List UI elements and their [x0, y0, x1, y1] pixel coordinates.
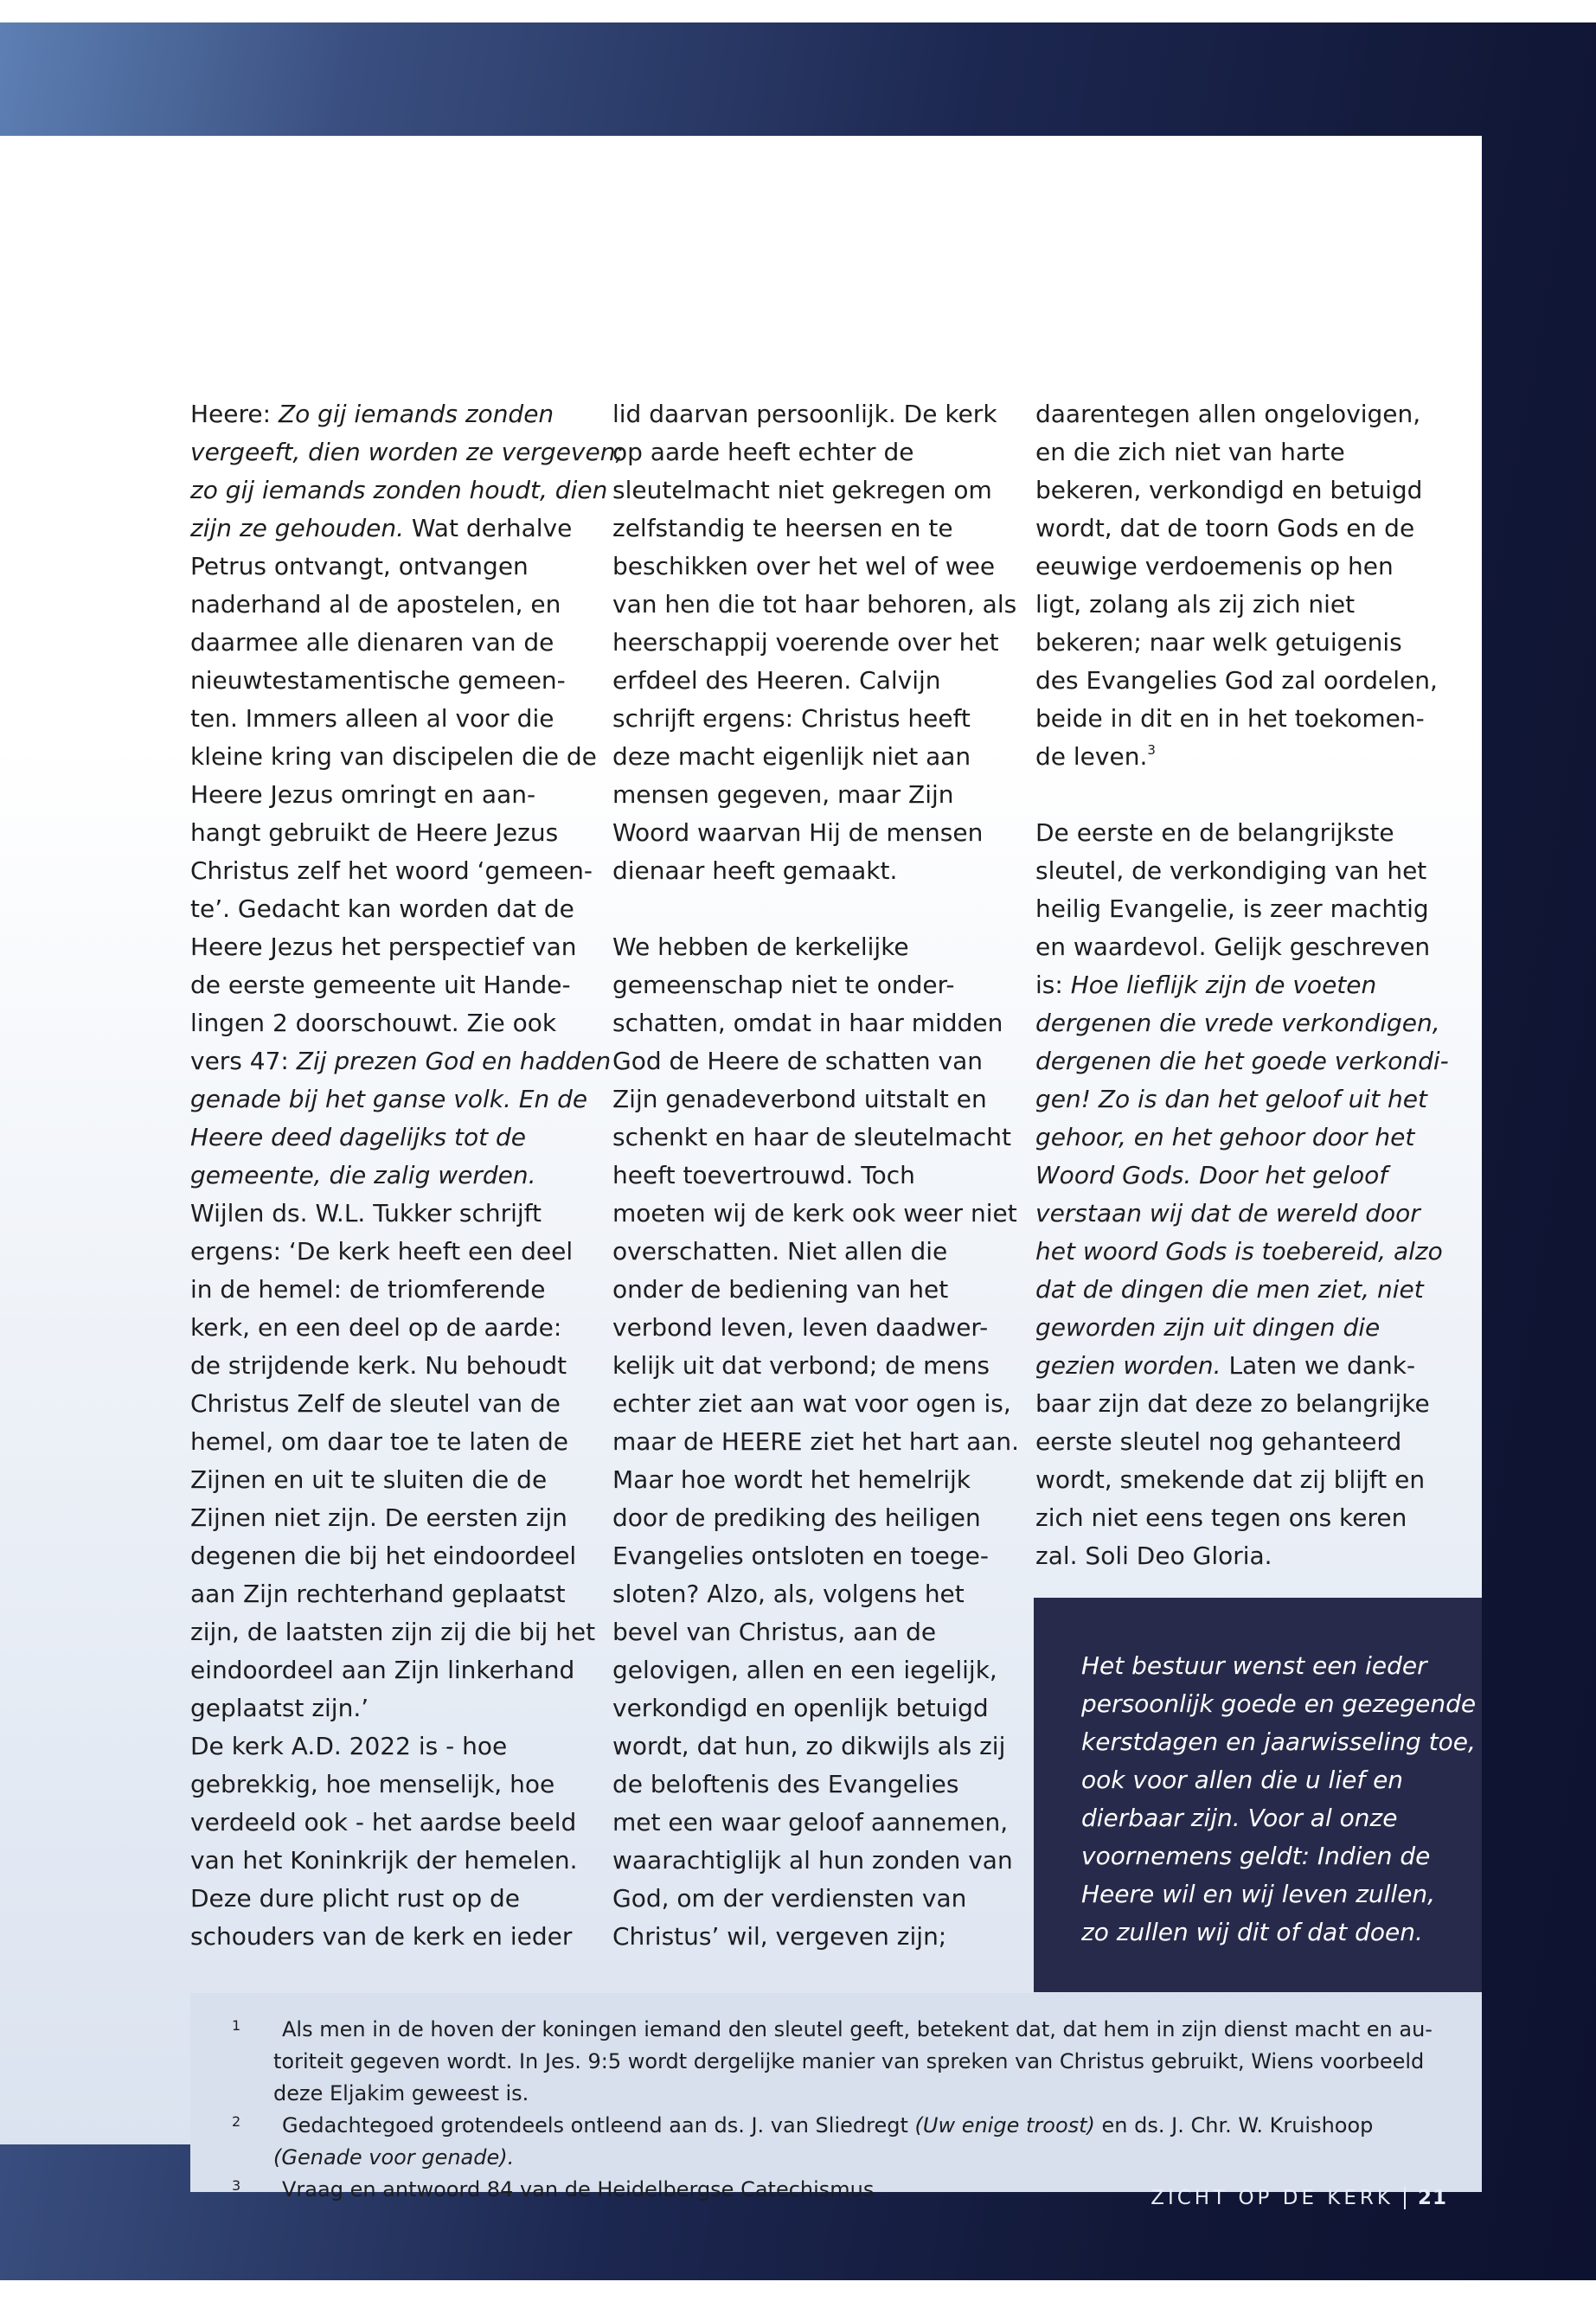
text-run: ligt, zolang als zij zich niet	[1035, 590, 1356, 619]
text-line	[612, 700, 993, 738]
text-line	[1035, 1118, 1416, 1157]
footnote-line	[273, 2046, 1425, 2078]
text-line	[190, 395, 571, 433]
greeting-line: Het bestuur wenst een ieder	[1081, 1651, 1427, 1680]
italic-quote: (Uw enige troost)	[914, 2113, 1095, 2138]
page-number: 21	[1417, 2187, 1447, 2209]
text-line	[612, 1423, 1020, 1461]
text-line	[612, 1537, 993, 1575]
text-run: Wat derhalve	[404, 514, 573, 542]
text-line	[612, 1499, 993, 1537]
text-line	[190, 776, 571, 814]
text-run: maar de HEERE ziet het hart aan.	[612, 1427, 1020, 1456]
text-line	[1035, 1385, 1430, 1423]
text-run: daarentegen allen ongelovigen,	[1035, 400, 1421, 428]
text-run: moeten wij de kerk ook weer niet	[612, 1199, 1017, 1227]
text-line	[190, 1804, 577, 1842]
text-run: des Evangelies God zal oordelen,	[1035, 666, 1438, 695]
text-run: Zijnen niet zijn. De eersten zijn	[190, 1503, 567, 1532]
text-run: te’. Gedacht kan worden dat de	[190, 894, 574, 923]
text-run: eindoordeel aan Zijn linkerhand	[190, 1656, 575, 1684]
text-line	[1035, 1271, 1424, 1309]
text-run: Heere Jezus het perspectief van	[190, 933, 577, 961]
text-run: toriteit gegeven wordt. In Jes. 9:5 wordt dergelijke manier van spreken van Christus gebruikt, Wiens voorbeeld	[273, 2049, 1425, 2073]
text-line	[612, 1842, 1013, 1880]
text-run: Christus Zelf de sleutel van de	[190, 1389, 561, 1418]
text-line	[612, 1613, 993, 1651]
text-line	[612, 738, 993, 776]
text-run: Gedachtegoed grotendeels ontleend aan ds. J. van Sliedregt	[282, 2113, 915, 2138]
text-line	[190, 1689, 571, 1727]
text-run: met een waar geloof aannemen,	[612, 1808, 1009, 1836]
text-line	[612, 1042, 993, 1080]
italic-quote: Hoe lieflijk zijn de voeten	[1070, 971, 1377, 999]
text-line	[612, 548, 996, 586]
text-run: beide in dit en in het toekomen-	[1035, 704, 1425, 733]
text-run: hangt gebruikt de Heere Jezus	[190, 818, 559, 847]
text-line	[190, 510, 571, 548]
text-run: Wijlen ds. W.L. Tukker schrijft	[190, 1199, 542, 1227]
text-line	[190, 890, 574, 928]
text-run: zal. Soli Deo Gloria.	[1035, 1541, 1272, 1570]
footnote-text	[273, 2110, 1398, 2174]
text-run: God, om der verdiensten van	[612, 1884, 967, 1913]
text-line	[190, 1766, 571, 1804]
greeting-line: persoonlijk goede en gezegende	[1081, 1689, 1477, 1718]
text-line	[612, 1575, 993, 1613]
text-run: verbond leven, leven daadwer-	[612, 1313, 989, 1342]
text-line	[612, 776, 993, 814]
text-line	[1035, 852, 1427, 890]
text-line	[190, 662, 571, 700]
text-line	[612, 1727, 1006, 1766]
footnote-line	[273, 2110, 1398, 2142]
text-run: en die zich niet van harte	[1035, 438, 1345, 466]
text-run: zich niet eens tegen ons keren	[1035, 1503, 1407, 1532]
text-line	[612, 1195, 1017, 1233]
article-column-1	[190, 395, 624, 1956]
text-run: hemel, om daar toe te laten de	[190, 1427, 568, 1456]
text-line	[1035, 966, 1416, 1004]
text-line	[190, 1461, 571, 1499]
text-run: gebrekkig, hoe menselijk, hoe	[190, 1770, 555, 1798]
text-run: lingen 2 doorschouwt. Zie ook	[190, 1009, 557, 1037]
text-line	[190, 852, 593, 890]
italic-quote: Zo gij iemands zonden	[278, 400, 554, 428]
text-line	[190, 1309, 571, 1347]
text-line	[612, 1347, 993, 1385]
text-run: heerschappij voerende over het	[612, 628, 999, 657]
text-line	[190, 1157, 571, 1195]
text-line	[190, 1423, 571, 1461]
text-line	[1035, 662, 1438, 700]
text-run: schouders van de kerk en ieder	[190, 1922, 573, 1951]
text-run: gemeenschap niet te onder-	[612, 971, 955, 999]
text-line	[190, 1613, 596, 1651]
text-line	[1035, 1233, 1443, 1271]
article-column-2	[612, 395, 1020, 1956]
text-run: lid daarvan persoonlijk. De kerk	[612, 400, 997, 428]
text-run: kelijk uit dat verbond; de mens	[612, 1351, 990, 1380]
text-run: Christus zelf het woord ‘gemeen-	[190, 856, 593, 885]
italic-quote: dat de dingen die men ziet, niet	[1035, 1275, 1424, 1304]
greeting-line: Heere wil en wij leven zullen,	[1081, 1880, 1436, 1908]
text-run: de beloftenis des Evangelies	[612, 1770, 959, 1798]
page-footer	[1151, 2185, 1447, 2211]
text-line	[612, 586, 1017, 624]
text-run: ten. Immers alleen al voor die	[190, 704, 554, 733]
text-line	[612, 852, 993, 890]
text-run: waarachtiglijk al hun zonden van	[612, 1846, 1013, 1875]
text-line	[612, 624, 999, 662]
greeting-line: voornemens geldt: Indien de	[1081, 1842, 1431, 1870]
text-line	[1035, 738, 1416, 776]
text-run: beschikken over het wel of wee	[612, 552, 996, 580]
text-line	[612, 1804, 1009, 1842]
text-run: Zijn genadeverbond uitstalt en	[612, 1085, 987, 1113]
text-run: sloten? Alzo, als, volgens het	[612, 1580, 965, 1608]
text-line	[612, 1157, 993, 1195]
text-run: nieuwtestamentische gemeen-	[190, 666, 566, 695]
text-line	[190, 1233, 574, 1271]
text-run: de eerste gemeente uit Hande-	[190, 971, 571, 999]
text-line	[190, 548, 571, 586]
text-run: verkondigd en openlijk betuigd	[612, 1694, 989, 1722]
italic-quote: geworden zijn uit dingen die	[1035, 1313, 1381, 1342]
text-run: daarmee alle dienaren van de	[190, 628, 554, 657]
text-line	[1035, 624, 1416, 662]
text-run: De eerste en de belangrijkste	[1035, 818, 1394, 847]
footnote-text	[273, 2014, 1433, 2110]
text-line	[612, 395, 997, 433]
footnote-number: 1	[232, 2017, 241, 2034]
italic-quote: gen! Zo is dan het geloof uit het	[1035, 1085, 1427, 1113]
text-run: Als men in de hoven der koningen iemand den sleutel geeft, betekent dat, dat hem in zijn dienst macht en au-	[282, 2017, 1433, 2041]
text-run: deze Eljakim geweest is.	[273, 2081, 529, 2106]
text-line	[612, 1689, 993, 1727]
text-line	[190, 624, 571, 662]
text-run: degenen die bij het eindoordeel	[190, 1541, 577, 1570]
italic-quote: Woord Gods. Door het geloof	[1035, 1161, 1388, 1189]
text-run: schrijft ergens: Christus heeft	[612, 704, 971, 733]
text-line	[190, 1918, 571, 1956]
text-line	[1035, 700, 1425, 738]
text-run: bekeren, verkondigd en betuigd	[1035, 476, 1423, 504]
text-line	[190, 1575, 571, 1613]
text-line	[1035, 814, 1416, 852]
text-run: kleine kring van discipelen die de	[190, 742, 597, 771]
text-run: de leven.	[1035, 742, 1148, 771]
christmas-greeting-box	[1034, 1598, 1482, 1992]
text-run: schatten, omdat in haar midden	[612, 1009, 1003, 1037]
italic-quote: dergenen die het goede verkondi-	[1035, 1047, 1449, 1075]
text-run: schenkt en haar de sleutelmacht	[612, 1123, 1011, 1151]
text-run: zijn, de laatsten zijn zij die bij het	[190, 1618, 596, 1646]
text-run: verdeeld ook - het aardse beeld	[190, 1808, 577, 1836]
italic-quote: verstaan wij dat de wereld door	[1035, 1199, 1420, 1227]
text-run: mensen gegeven, maar Zijn	[612, 780, 954, 809]
italic-quote: vergeeft, dien worden ze vergeven;	[190, 438, 624, 466]
text-line	[612, 510, 993, 548]
text-line	[190, 1880, 571, 1918]
text-run: sleutel, de verkondiging van het	[1035, 856, 1427, 885]
paragraph-break	[1035, 776, 1416, 814]
paragraph-break	[612, 890, 993, 928]
text-run: deze macht eigenlijk niet aan	[612, 742, 971, 771]
text-run: gelovigen, allen en een iegelijk,	[612, 1656, 997, 1684]
greeting-line: kerstdagen en jaarwisseling toe,	[1081, 1727, 1476, 1756]
text-run: door de prediking des heiligen	[612, 1503, 981, 1532]
italic-quote: gemeente, die zalig werden.	[190, 1161, 536, 1189]
footnote-number: 3	[232, 2177, 241, 2194]
italic-quote: gehoor, en het gehoor door het	[1035, 1123, 1415, 1151]
text-run: Maar hoe wordt het hemelrijk	[612, 1465, 971, 1494]
text-run: is:	[1035, 971, 1071, 999]
text-run: Vraag en antwoord 84 van de Heidelbergse Catechismus	[282, 2177, 875, 2202]
text-line	[190, 1842, 578, 1880]
text-line	[1035, 1537, 1416, 1575]
text-line	[612, 1385, 1011, 1423]
text-run: erfdeel des Heeren. Calvijn	[612, 666, 941, 695]
text-line	[1035, 1499, 1416, 1537]
text-line	[1035, 1423, 1416, 1461]
footnote-number: 2	[232, 2113, 241, 2130]
text-line	[612, 433, 993, 471]
text-run: heeft toevertrouwd. Toch	[612, 1161, 915, 1189]
text-line	[612, 1918, 993, 1956]
italic-quote: (Genade voor genade).	[273, 2145, 515, 2170]
text-line	[612, 1118, 1011, 1157]
text-line	[190, 1499, 571, 1537]
text-run: heilig Evangelie, is zeer machtig	[1035, 894, 1429, 923]
text-line	[1035, 890, 1429, 928]
text-line	[190, 1385, 571, 1423]
text-line	[612, 1004, 1003, 1042]
text-line	[612, 1080, 993, 1118]
text-line	[1035, 1195, 1420, 1233]
text-line	[1035, 471, 1423, 510]
text-run: geplaatst zijn.’	[190, 1694, 369, 1722]
text-line	[612, 1309, 993, 1347]
italic-quote: Zij prezen God en hadden	[296, 1047, 612, 1075]
text-run: bekeren; naar welk getuigenis	[1035, 628, 1402, 657]
text-line	[1035, 1157, 1416, 1195]
italic-quote: Heere deed dagelijks tot de	[190, 1123, 527, 1151]
text-line	[612, 928, 993, 966]
text-run: dienaar heeft gemaakt.	[612, 856, 898, 885]
text-line	[1035, 1042, 1449, 1080]
text-line	[1035, 1347, 1416, 1385]
text-line	[1035, 433, 1416, 471]
text-line	[612, 1461, 993, 1499]
text-run: de strijdende kerk. Nu behoudt	[190, 1351, 567, 1380]
text-line	[190, 1118, 571, 1157]
italic-quote: gezien worden.	[1035, 1351, 1221, 1380]
text-line	[1035, 510, 1416, 548]
text-run: Laten we dank-	[1221, 1351, 1416, 1380]
text-run: zelfstandig te heersen en te	[612, 514, 953, 542]
text-line	[612, 1766, 993, 1804]
text-run: Zijnen en uit te sluiten die de	[190, 1465, 548, 1494]
text-line	[190, 700, 571, 738]
footnote-reference: 3	[1147, 742, 1156, 758]
text-run: eerste sleutel nog gehanteerd	[1035, 1427, 1402, 1456]
text-line	[190, 928, 577, 966]
italic-quote: dergenen die vrede verkondigen,	[1035, 1009, 1440, 1037]
italic-quote: zijn ze gehouden.	[190, 514, 404, 542]
publication-name: ZICHT OP DE KERK	[1151, 2187, 1394, 2209]
italic-quote: zo gij iemands zonden houdt, dien	[190, 476, 608, 504]
text-run: De kerk A.D. 2022 is - hoe	[190, 1732, 508, 1760]
text-line	[190, 433, 624, 471]
footnote-line	[273, 2078, 1398, 2110]
text-line	[1035, 1004, 1440, 1042]
text-run: onder de bediening van het	[612, 1275, 949, 1304]
text-line	[190, 1727, 571, 1766]
text-line	[612, 1271, 993, 1309]
text-run: eeuwige verdoemenis op hen	[1035, 552, 1394, 580]
text-run: naderhand al de apostelen, en	[190, 590, 561, 619]
text-run: op aarde heeft echter de	[612, 438, 914, 466]
text-run: kerk, en een deel op de aarde:	[190, 1313, 562, 1342]
text-line	[1035, 1080, 1427, 1118]
text-run: aan Zijn rechterhand geplaatst	[190, 1580, 566, 1608]
text-run: Woord waarvan Hij de mensen	[612, 818, 984, 847]
text-line	[190, 738, 597, 776]
text-run: wordt, smekende dat zij blijft en	[1035, 1465, 1426, 1494]
text-run: en waardevol. Gelijk geschreven	[1035, 933, 1431, 961]
text-line	[1035, 548, 1416, 586]
text-line	[612, 1880, 993, 1918]
greeting-line: zo zullen wij dit of dat doen.	[1081, 1918, 1423, 1946]
text-run: Heere Jezus omringt en aan-	[190, 780, 536, 809]
text-run: van het Koninkrijk der hemelen.	[190, 1846, 578, 1875]
text-line	[612, 1651, 997, 1689]
text-line	[190, 1347, 571, 1385]
article-column-3	[1035, 395, 1449, 1575]
text-run: Evangelies ontsloten en toege-	[612, 1541, 989, 1570]
christmas-greeting-text	[1081, 1647, 1477, 1952]
text-line	[190, 1651, 575, 1689]
text-line	[1035, 586, 1416, 624]
text-run: wordt, dat de toorn Gods en de	[1035, 514, 1415, 542]
footnote-line	[273, 2142, 1398, 2174]
footnote-line	[273, 2014, 1433, 2046]
text-run: God de Heere de schatten van	[612, 1047, 984, 1075]
text-line	[190, 966, 571, 1004]
text-run: vers 47:	[190, 1047, 297, 1075]
text-line	[612, 966, 993, 1004]
footer-divider	[1404, 2187, 1406, 2209]
text-run: bevel van Christus, aan de	[612, 1618, 937, 1646]
text-line	[190, 1004, 571, 1042]
text-run: Christus’ wil, vergeven zijn;	[612, 1922, 947, 1951]
greeting-line: ook voor allen die u lief en	[1081, 1766, 1404, 1794]
text-line	[612, 662, 993, 700]
text-line	[190, 586, 571, 624]
text-line	[190, 1195, 571, 1233]
text-line	[1035, 395, 1421, 433]
text-run: overschatten. Niet allen die	[612, 1237, 948, 1266]
greeting-line: dierbaar zijn. Voor al onze	[1081, 1804, 1398, 1832]
text-line	[612, 1233, 993, 1271]
text-line	[1035, 1309, 1416, 1347]
text-line	[190, 814, 571, 852]
text-line	[612, 814, 993, 852]
text-run: van hen die tot haar behoren, als	[612, 590, 1017, 619]
text-line	[190, 1042, 612, 1080]
text-line	[1035, 1461, 1426, 1499]
text-run: Petrus ontvangt, ontvangen	[190, 552, 529, 580]
text-run: baar zijn dat deze zo belangrijke	[1035, 1389, 1430, 1418]
text-run: wordt, dat hun, zo dikwijls als zij	[612, 1732, 1006, 1760]
text-run: echter ziet aan wat voor ogen is,	[612, 1389, 1011, 1418]
text-line	[190, 471, 608, 510]
text-line	[190, 1271, 571, 1309]
text-run: Heere:	[190, 400, 279, 428]
text-line	[1035, 928, 1431, 966]
italic-quote: genade bij het ganse volk. En de	[190, 1085, 588, 1113]
italic-quote: het woord Gods is toebereid, alzo	[1035, 1237, 1443, 1266]
text-run: ergens: ‘De kerk heeft een deel	[190, 1237, 574, 1266]
text-run: sleutelmacht niet gekregen om	[612, 476, 992, 504]
text-line	[190, 1537, 577, 1575]
text-run: in de hemel: de triomferende	[190, 1275, 546, 1304]
text-line	[190, 1080, 588, 1118]
text-run: Deze dure plicht rust op de	[190, 1884, 521, 1913]
text-run: We hebben de kerkelijke	[612, 933, 909, 961]
text-run: en ds. J. Chr. W. Kruishoop	[1094, 2113, 1374, 2138]
text-line	[612, 471, 993, 510]
